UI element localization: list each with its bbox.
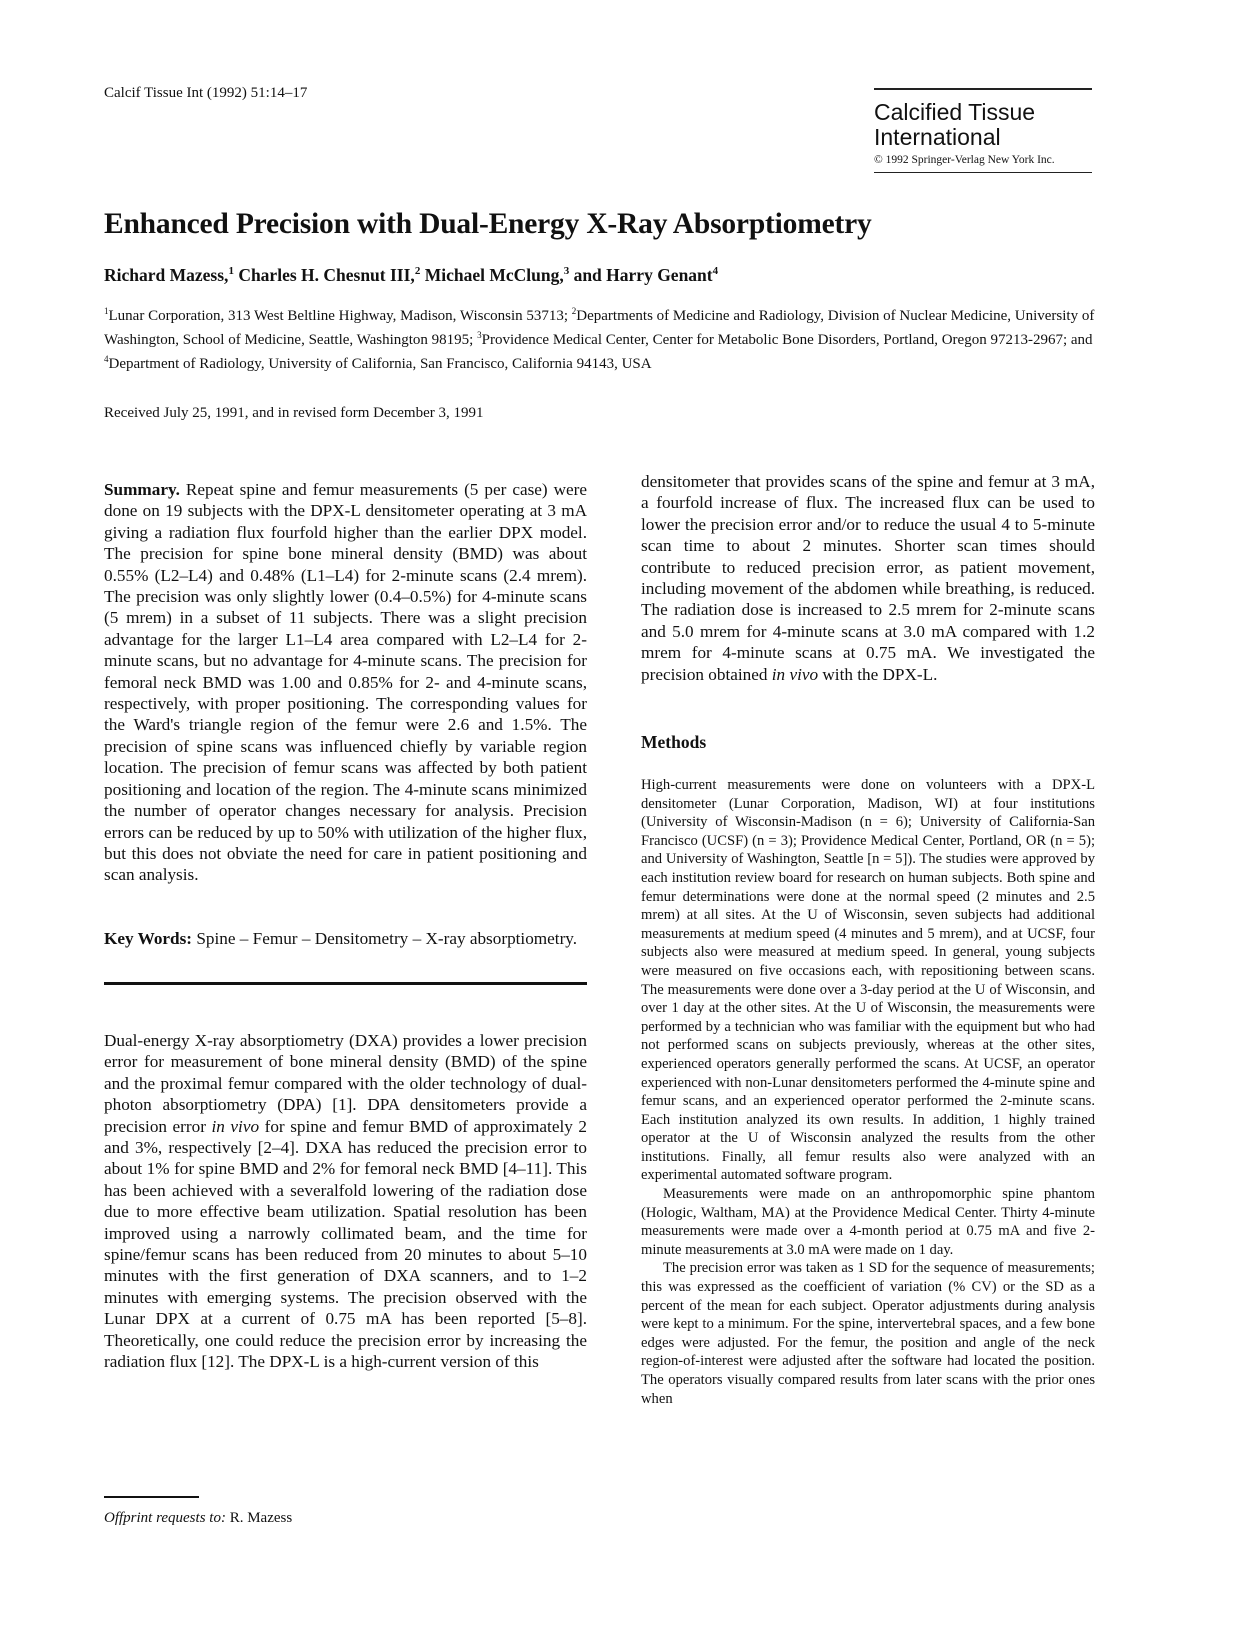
keywords-label: Key Words: bbox=[104, 929, 193, 948]
intro-italic: in vivo bbox=[211, 1116, 260, 1136]
affiliation: Departments of Medicine and Radiology, Division of Nuclear Medicine, University of Washington, School of Medicine, Seattle, Washington 98195; bbox=[104, 308, 1095, 348]
masthead-top-rule bbox=[874, 88, 1092, 90]
summary bbox=[104, 479, 587, 886]
intro-text: with the DPX-L. bbox=[818, 664, 938, 684]
methods-paragraph: Measurements were made on an anthropomorphic spine phantom (Hologic, Waltham, MA) at the Providence Medical Center. Thirty 4-minute measurements were made over a 4-month period at 0.75 mA and five 2-minute measurements at 3.0 mA were made on 1 day. bbox=[641, 1186, 1095, 1258]
methods-heading: Methods bbox=[641, 732, 707, 752]
summary-label: Summary. bbox=[104, 480, 180, 499]
offprint-name: R. Mazess bbox=[229, 1510, 293, 1526]
affiliation-marker: 2 bbox=[571, 306, 577, 316]
introduction bbox=[104, 1030, 587, 1373]
offprint-label: Offprint requests to: bbox=[104, 1510, 226, 1526]
summary-text: Repeat spine and femur measurements (5 per case) were done on 19 subjects with the DPX-L densitometer operating at 3 mA giving a radiation flux fourfold higher than the earlier DPX model. The precision for spine bone mineral density (BMD) was about 0.55% (L2–L4) and 0.48% (L1–L4) for 2-minute scans (2.4 mrem). The precision was only slightly lower (0.4–0.5%) for 4-minute scans (5 mrem) in a subset of 11 subjects. There was a slight precision advantage for the larger L1–L4 area compared with L2–L4 for 2-minute scans, but no advantage for 4-minute scans. The precision for femoral neck BMD was 1.00 and 0.85% for 2- and 4-minute scans, respectively, with proper positioning. The corresponding values for the Ward's triangle region of the femur were 2.6 and 1.5%. The precision of spine scans was influenced chiefly by variable region location. The precision of femur scans was affected by both patient positioning and location of the region. The 4-minute scans minimized the number of operator changes necessary for analysis. Precision errors can be reduced by up to 50% with utilization of the higher flux, but this does not obviate the need for care in patient positioning and scan analysis. bbox=[104, 480, 588, 885]
author-affiliation-marker: 4 bbox=[712, 265, 719, 278]
author: and Harry Genant bbox=[573, 265, 713, 285]
author-list bbox=[104, 265, 718, 286]
keywords-text: Spine – Femur – Densitometry – X-ray absorptiometry. bbox=[196, 929, 578, 948]
intro-text: Dual-energy X-ray absorptiometry (DXA) provides a lower precision error for measurement of bone mineral density (BMD) of the spine and the proximal femur compared with the older technology of dual-photon absorptiometry (DPA) [1]. DPA densitometers provide a precision error bbox=[104, 1031, 587, 1136]
intro-italic: in vivo bbox=[771, 664, 819, 684]
methods-section bbox=[641, 776, 1095, 1408]
journal-name bbox=[874, 100, 1092, 150]
intro-text: for spine and femur BMD of approximately 2 and 3%, respectively [2–4]. DXA has reduced the precision error to about 1% for spine BMD and 2% for femoral neck BMD [4–11]. This has been achieved with a severalfold lowering of the radiation dose due to more effective beam utilization. Spatial resolution has been improved using a narrowly collimated beam, and the time for spine/femur scans has been reduced from 20 minutes to about 5–10 minutes with the first generation of DXA scanners, and to 1–2 minutes with emerging systems. The precision observed with the Lunar DPX at a current of 0.75 mA has been reported [5–8]. Theoretically, one could reduce the precision error by increasing the radiation flux [12]. The DPX-L is a high-current version of this bbox=[104, 1116, 587, 1372]
affiliations bbox=[104, 302, 1104, 374]
abstract-divider bbox=[104, 982, 587, 985]
received-date: Received July 25, 1991, and in revised form December 3, 1991 bbox=[104, 405, 484, 421]
methods-paragraph: The precision error was taken as 1 SD for the sequence of measurements; this was expressed as the coefficient of variation (% CV) or the SD as a percent of the mean for each subject. Operator adjustments during analysis were kept to a minimum. For the spine, intervertebral spaces, and a few bone edges were adjusted. For the femur, the position and angle of the neck region-of-interest were adjusted after the software had located the position. The operators visually compared results from later scans with the prior ones when bbox=[641, 1260, 1095, 1407]
author-affiliation-marker: 1 bbox=[228, 265, 234, 278]
author-affiliation-marker: 2 bbox=[414, 265, 421, 278]
offprint-footnote bbox=[104, 1510, 292, 1527]
masthead-bottom-rule bbox=[874, 172, 1092, 174]
affiliation-marker: 3 bbox=[477, 330, 482, 340]
intro-text: densitometer that provides scans of the spine and femur at 3 mA, a fourfold increase of flux. The increased flux can be used to lower the precision error and/or to reduce the usual 4 to 5-minute scan time to about 2 minutes. Shorter scan times should contribute to reduced precision error, as patient movement, including movement of the abdomen while breathing, is reduced. The radiation dose is increased to 2.5 mrem for 2-minute scans and 5.0 mrem for 4-minute scans at 3.0 mA compared with 1.2 mrem for 4-minute scans at 0.75 mA. We investigated the precision obtained bbox=[641, 472, 1095, 684]
keywords bbox=[104, 928, 587, 949]
affiliation: Department of Radiology, University of California, San Francisco, California 94143, USA bbox=[108, 356, 652, 372]
journal-masthead bbox=[874, 88, 1092, 173]
affiliation: Lunar Corporation, 313 West Beltline Highway, Madison, Wisconsin 53713; bbox=[108, 308, 572, 324]
footnote-rule bbox=[104, 1496, 199, 1498]
affiliation-marker: 4 bbox=[104, 354, 109, 364]
journal-name-line1: Calcified Tissue bbox=[874, 98, 1036, 125]
affiliation: Providence Medical Center, Center for Metabolic Bone Disorders, Portland, Oregon 97213-2967; and bbox=[481, 332, 1093, 348]
author: Richard Mazess, bbox=[104, 265, 229, 285]
methods-paragraph: High-current measurements were done on volunteers with a DPX-L densitometer (Lunar Corporation, Madison, WI) at four institutions (University of Wisconsin-Madison (n = 6); University of California-San Francisco (UCSF) (n = 3); Providence Medical Center, Portland, OR (n = 5); and University of Washington, Seattle [n = 5]). The studies were approved by each institution review board for research on human subjects. Both spine and femur determinations were done at the normal speed (2 minutes and 2.5 mrem) at all sites. At the U of Wisconsin, seven subjects had additional measurements at medium speed (4 minutes and 5 mrem), and at UCSF, four subjects also were measured at medium speed. In general, young subjects were measured on five occasions each, with repositioning between scans. The measurements were done over a 3-day period at the U of Wisconsin, and over 1 day at the other sites. At the U of Wisconsin, the measurements were performed by a technician who was familiar with the equipment but who had not performed scans on subjects previously, whereas at the other sites, experienced operators generally performed the scans. At UCSF, an operator experienced with non-Lunar densitometers performed the 4-minute spine and femur scans, and an experienced operator performed the 2-minute scans. Each institution analyzed its own results. In addition, 1 highly trained operator at the U of Wisconsin analyzed the results from the other institutions. Finally, all femur results also were analyzed with an experimental automated software program. bbox=[641, 777, 1095, 1184]
article-title: Enhanced Precision with Dual-Energy X-Ray Absorptiometry bbox=[104, 208, 872, 240]
affiliation-marker: 1 bbox=[104, 306, 109, 316]
introduction-continued bbox=[641, 471, 1095, 685]
journal-name-line2: International bbox=[874, 123, 1001, 150]
author: Charles H. Chesnut III, bbox=[238, 265, 415, 285]
copyright-notice: © 1992 Springer-Verlag New York Inc. bbox=[874, 153, 1055, 166]
journal-citation: Calcif Tissue Int (1992) 51:14–17 bbox=[104, 85, 308, 101]
author: Michael McClung, bbox=[424, 265, 564, 285]
author-affiliation-marker: 3 bbox=[563, 265, 570, 278]
